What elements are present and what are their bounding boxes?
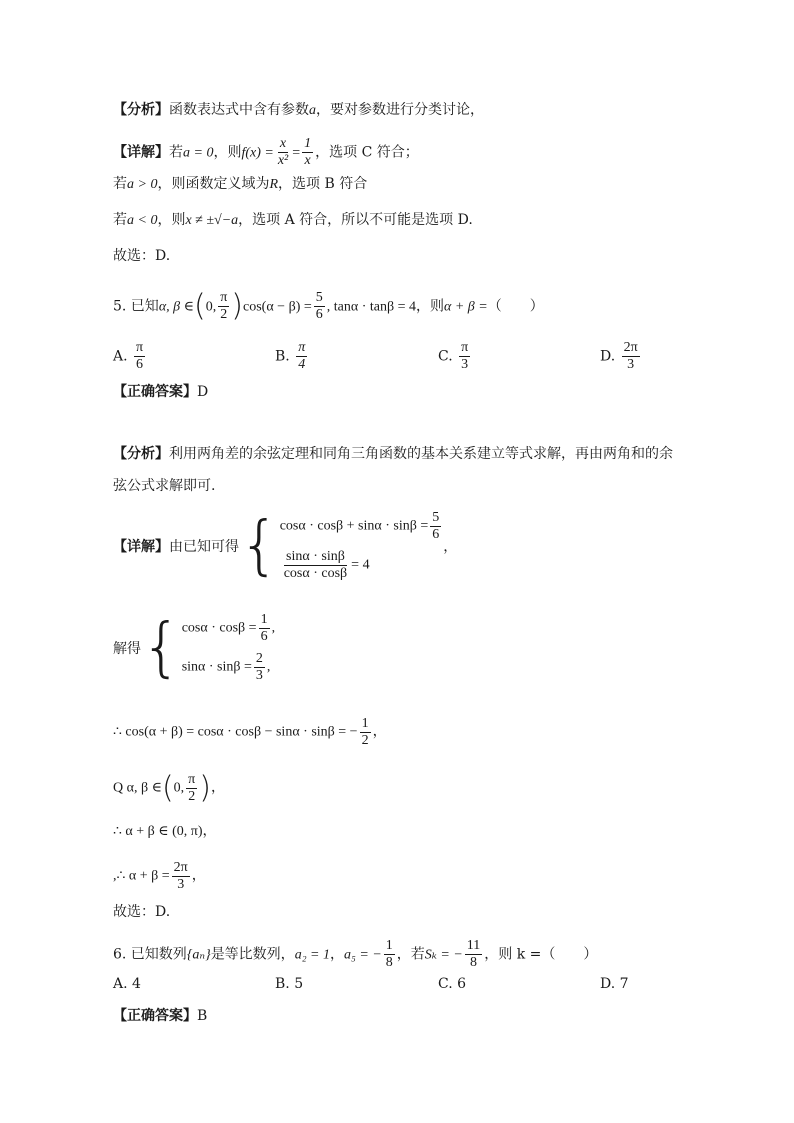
frac-den: x² [277, 153, 289, 168]
frac-den: 6 [136, 357, 144, 372]
detail-system [113, 510, 457, 582]
q5-final: 故选：D. [113, 904, 171, 920]
frac-num: π [461, 340, 469, 355]
q6-seq: {aₙ} [186, 947, 211, 963]
q5-solve [113, 612, 754, 684]
row-frac [254, 651, 265, 684]
q6-sep: ， [330, 946, 345, 963]
frac-den: 2 [220, 307, 228, 322]
row-frac [282, 549, 349, 582]
q6-option-d: D. 7 [600, 976, 629, 992]
comma: , [266, 659, 271, 675]
option-label: D. [600, 348, 616, 365]
option-label: B. [275, 348, 290, 365]
analysis-tag: 【分析】 [113, 102, 169, 118]
row-expr: cosα · cosβ = [181, 620, 257, 636]
q5-step-3: ∴ α + β ∈ (0, π)， [113, 824, 217, 839]
frac-den: 8 [470, 955, 478, 970]
case-tail: ，选项 A 符合，所以不可能是选项 D. [238, 212, 473, 228]
q6-option-a: A. 4 [113, 976, 141, 992]
q5-tail-pre: ，则 [416, 298, 444, 315]
frac-num: π [136, 340, 144, 355]
detail-a0-line [113, 136, 754, 169]
left-paren: ( [194, 288, 206, 324]
case-pre: 若 [113, 212, 127, 228]
step-tail: ， [191, 868, 206, 884]
frac-den: 2 [188, 789, 196, 804]
step-tail: ， [372, 724, 387, 740]
q5-step-1 [113, 716, 754, 749]
question-6 [113, 938, 754, 971]
case-pre: 若 [113, 176, 127, 192]
solve-text: 解得 [113, 641, 141, 657]
frac-num: 1 [385, 938, 393, 953]
option-frac [459, 340, 470, 373]
q6-mid1: 是等比数列， [210, 946, 295, 963]
tan-expr: , tanα · tanβ = 4 [326, 299, 416, 315]
frac-num: π [298, 340, 306, 355]
q6-frac-sk [465, 938, 482, 971]
system-row-1 [280, 510, 444, 543]
system-rows [182, 612, 275, 684]
step-frac [360, 716, 371, 749]
left-brace: { [141, 611, 182, 685]
q5-answer [113, 382, 754, 402]
frac-num: 2π [623, 340, 638, 355]
equals: = [292, 145, 301, 161]
choose-line: 故选：D. [113, 248, 171, 264]
detail-tag: 【详解】 [113, 144, 169, 161]
frac-den: x [304, 153, 311, 168]
q5-step-2 [113, 772, 754, 805]
option-frac [622, 340, 640, 373]
q6-mid2: ，若 [396, 946, 425, 963]
analysis-tag: 【分析】 [113, 446, 169, 462]
analysis-text-1: 利用两角差的余弦定理和同角三角函数的基本关系建立等式求解，再由两角和的余 [169, 446, 673, 462]
frac-num: 11 [466, 938, 481, 953]
q5-option-a [113, 340, 147, 373]
frac-num: π [220, 290, 228, 305]
comma: , [271, 620, 276, 636]
row-frac [259, 612, 270, 645]
frac-1-over-x [302, 136, 313, 169]
frac-x-over-x2 [276, 136, 290, 169]
fx-expr: f(x) = [241, 145, 274, 161]
frac-num: 5 [315, 290, 323, 305]
frac-num: 5 [432, 510, 440, 525]
case-mid: ，则 [157, 212, 186, 228]
analysis-line [113, 100, 754, 121]
step-expr: Q α, β ∈ [113, 780, 162, 796]
q5-analysis-line-2: 弦公式求解即可. [113, 478, 216, 494]
left-paren: ( [161, 770, 174, 806]
frac-den: 6 [432, 527, 440, 542]
system-row-2 [280, 549, 444, 582]
answer-value: D [197, 384, 209, 400]
frac-den: 4 [298, 357, 306, 372]
q6-frac-a5 [384, 938, 395, 971]
q5-ask: α + β = [444, 299, 488, 315]
right-paren: ) [231, 288, 244, 324]
q5-option-b [275, 340, 309, 373]
frac-den: 2 [361, 733, 369, 748]
frac-5-6 [314, 290, 325, 323]
frac-num: 2π [173, 860, 188, 875]
option-frac [296, 340, 307, 373]
q6-ask: ，则 k =（ ） [484, 946, 598, 963]
system-rows [280, 510, 444, 582]
case-a-negative-line [113, 210, 754, 231]
q6-number: 6. 已知数列 [113, 946, 187, 963]
cond-a-neg: a < 0 [127, 213, 158, 228]
detail-then: ，则 [213, 144, 242, 161]
interval-left: 0, [205, 299, 217, 315]
frac-num: 1 [361, 716, 369, 731]
cond-a-pos: a > 0 [127, 177, 158, 192]
frac-pi-2 [218, 290, 229, 323]
frac-den: 6 [315, 307, 323, 322]
frac-den: 3 [627, 357, 635, 372]
detail-tail: ， [443, 539, 458, 555]
frac-num: 1 [260, 612, 268, 627]
frac-num: x [279, 136, 287, 151]
answer-value: B [197, 1008, 208, 1024]
option-label: A. [113, 348, 128, 365]
frac-den: 6 [260, 629, 268, 644]
frac-den: 3 [255, 668, 263, 683]
left-brace: { [239, 509, 280, 583]
option-frac [134, 340, 145, 373]
answer-tag: 【正确答案】 [113, 1008, 197, 1024]
q6-a2: a₂ = 1 [294, 947, 331, 963]
q6-option-b: B. 5 [275, 976, 304, 992]
detail-tail: ，选项 C 符合； [315, 144, 419, 161]
frac-den: cosα · cosβ [283, 566, 348, 581]
frac-num: π [188, 772, 196, 787]
step-frac [186, 772, 197, 805]
frac-num: 1 [304, 136, 312, 151]
frac-den: 3 [461, 357, 469, 372]
sqrt-expr: x ≠ ±√−a [185, 213, 239, 228]
q5-number: 5. 已知 [113, 298, 159, 315]
analysis-tail: ，要对参数进行分类讨论， [316, 102, 484, 118]
answer-tag: 【正确答案】 [113, 384, 197, 400]
q5-paren: （ ） [487, 298, 544, 315]
q6-option-c: C. 6 [438, 976, 467, 992]
analysis-text: 函数表达式中含有参数 [169, 102, 309, 118]
system-row-1 [182, 612, 275, 645]
q6-a5: a₅ = − [344, 947, 382, 963]
detail-tag: 【详解】 [113, 539, 169, 555]
row-frac [430, 510, 441, 543]
q6-answer [113, 1006, 754, 1026]
analysis-var: a [309, 103, 316, 118]
q5-option-c [438, 340, 472, 373]
q5-option-d [600, 340, 642, 373]
row-eq: = 4 [351, 557, 370, 573]
domain-r: R [269, 177, 279, 192]
step-expr: ∴ cos(α + β) = cosα · cosβ − sinα · sinβ = − [113, 724, 358, 740]
q5-step-4 [113, 860, 754, 893]
frac-den: 8 [385, 955, 393, 970]
solve-system [113, 612, 275, 684]
case-mid: ，则函数定义域为 [157, 176, 270, 192]
step-expr: ,∴ α + β = [113, 868, 170, 884]
q6-sk: Sₖ = − [424, 947, 463, 963]
detail-pre: 若 [169, 144, 183, 161]
detail-text: 由已知可得 [169, 539, 239, 555]
frac-num: 2 [255, 651, 263, 666]
cond-a0: a = 0 [183, 145, 214, 161]
system-row-2 [182, 651, 275, 684]
cos-expr: cos(α − β) = [243, 299, 312, 315]
frac-den: 3 [177, 877, 185, 892]
q5-analysis-line-1 [113, 444, 754, 464]
step-frac [172, 860, 190, 893]
row-expr: sinα · sinβ = [181, 659, 252, 675]
frac-num: sinα · sinβ [286, 549, 345, 564]
row-expr: cosα · cosβ + sinα · sinβ = [279, 518, 429, 534]
q5-detail [113, 510, 754, 582]
q5-vars: α, β ∈ [158, 299, 194, 315]
interval-left: 0, [173, 780, 185, 796]
option-label: C. [438, 348, 453, 365]
case-a-positive-line [113, 174, 754, 195]
right-paren: ) [199, 770, 211, 806]
question-5 [113, 290, 754, 323]
step-tail: ， [210, 780, 225, 796]
case-tail: ，选项 B 符合 [278, 176, 368, 192]
